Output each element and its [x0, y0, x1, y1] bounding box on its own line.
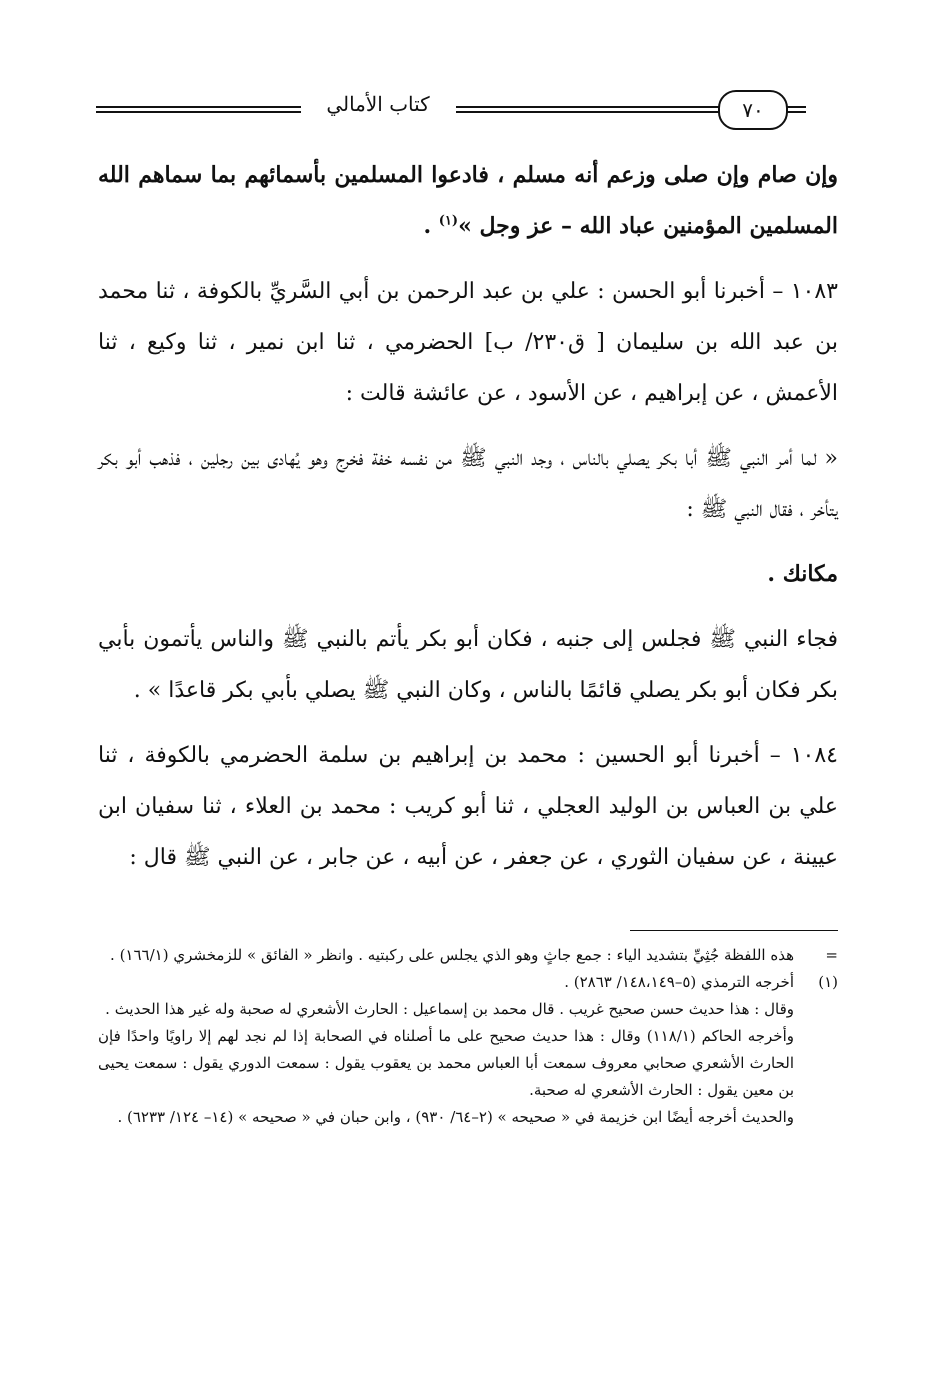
- footnote-line: وقال : هذا حديث حسن صحيح غريب . قال محمد بن إسماعيل : الحارث الأشعري له صحبة وله غير هذا الحديث .: [105, 1000, 794, 1018]
- footnote-mark: =: [825, 946, 838, 964]
- main-text: [98, 150, 838, 883]
- paragraph-continuation: [98, 150, 838, 252]
- footnote-1: [98, 969, 838, 1131]
- paragraph-continuation-end: .: [423, 213, 439, 239]
- header-rule-left: [96, 106, 301, 113]
- footnote-mark: (١): [818, 973, 838, 991]
- hadith-1083-isnad: ١٠٨٣ – أخبرنا أبو الحسن : علي بن عبد الرحمن بن أبي السَّريِّ بالكوفة ، ثنا محمد بن عبد الله بن سليمان [ ق٢٣٠/ ب] الحضرمي ، ثنا ابن نمير ، ثنا وكيع ، ثنا الأعمش ، عن إبراهيم ، عن الأسود ، عن عائشة قالت :: [98, 279, 838, 406]
- hadith-1084-isnad: ١٠٨٤ – أخبرنا أبو الحسين : محمد بن إبراهيم بن سلمة الحضرمي بالكوفة ، ثنا علي بن العباس بن الوليد العجلي ، ثنا أبو كريب : محمد بن العلاء ، ثنا سفيان ابن عيينة ، عن سفيان الثوري ، عن جعفر ، عن أبيه ، عن جابر ، عن النبي ﷺ قال :: [98, 743, 838, 870]
- footnote-line: أخرجه الترمذي (٥–١٤٨،١٤٩/ ٢٨٦٣) .: [564, 973, 794, 991]
- page-header: [96, 88, 836, 132]
- footnote-text: [98, 969, 794, 1131]
- hadith-1083-matn: « لما أمر النبي ﷺ أبا بكر يصلي بالناس ، وجد النبي ﷺ من نفسه خفة فخرج وهو يُهادى بين رجلين ، فذهب أبو بكر يتأخر ، فقال النبي ﷺ :: [98, 446, 838, 522]
- hadith-1083-matn-continued: فجاء النبي ﷺ فجلس إلى جنبه ، فكان أبو بكر يأتم بالنبي ﷺ والناس يأتمون بأبي بكر فكان أبو بكر يصلي قائمًا بالناس ، وكان النبي ﷺ يصلي بأبي بكر قاعدًا » .: [98, 627, 838, 703]
- running-title: كتاب الأمالي: [326, 92, 430, 116]
- page-number: ٧٠: [718, 90, 788, 130]
- footnote-line: والحديث أخرجه أيضًا ابن خزيمة في « صحيحه » (٢–٦٤/ ٩٣٠) ، وابن حبان في « صحيحه » (١٤– ١٢٤/ ٦٢٣٣) .: [117, 1108, 794, 1126]
- footnote-continued: [98, 942, 838, 969]
- hadith-1083-quote: مكانك .: [767, 561, 838, 587]
- footnote-line: وأخرجه الحاكم (١١٨/١) وقال : هذا حديث صحيح على ما أصلناه في الصحابة إذا لم نجد لهم إلا راويًا واحدًا فإن الحارث الأشعري صحابي معروف سمعت أبا العباس محمد بن يعقوب يقول : سمعت الدوري يقول : سمعت يحيى بن معين يقول : الحارث الأشعري له صحبة.: [98, 1027, 794, 1099]
- paragraph-continuation-text: وإن صام وإن صلى وزعم أنه مسلم ، فادعوا المسلمين بأسمائهم بما سماهم الله المسلمين المؤمنين عباد الله – عز وجل »: [98, 162, 838, 239]
- footnote-text: هذه اللفظة جُثِيِّ بتشديد الياء : جمع جاثٍ وهو الذي يجلس على ركبتيه . وانظر « الفائق » للزمخشري (١٦٦/١) .: [110, 946, 794, 964]
- footnote-ref: (١): [438, 213, 459, 229]
- footnote-separator: [630, 930, 838, 931]
- footnotes: [98, 942, 838, 1131]
